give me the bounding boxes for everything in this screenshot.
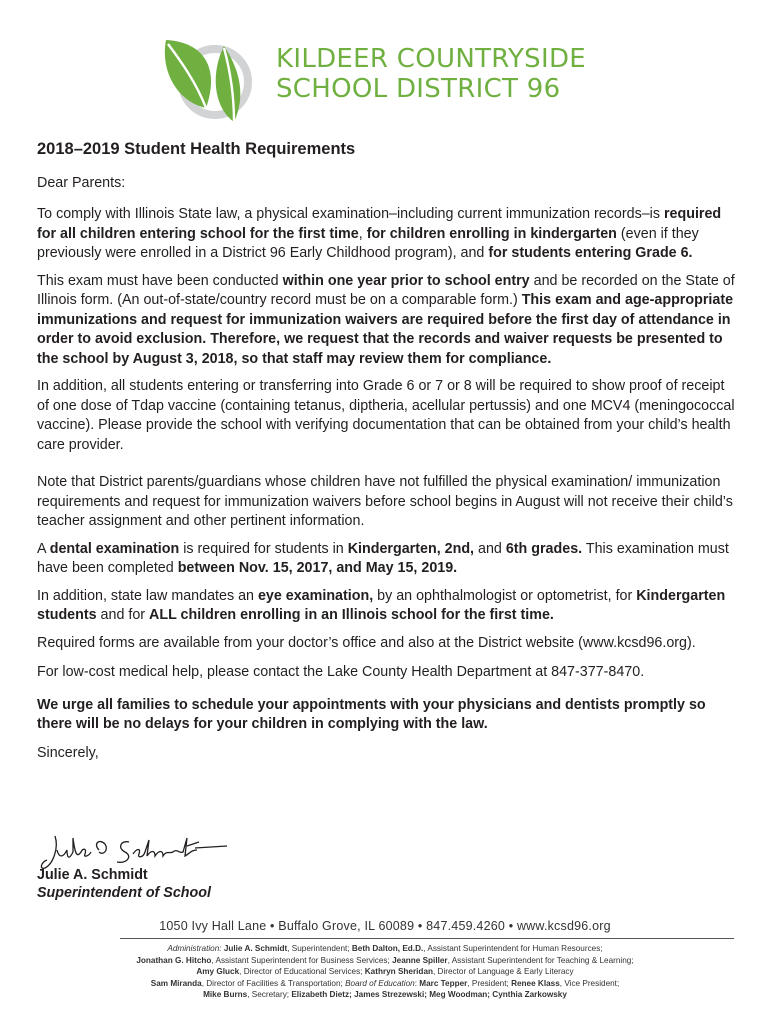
footer-line [100,943,670,955]
salutation: Dear Parents: [37,174,126,191]
staff-name: Kathryn Sheridan [364,967,433,977]
text: by an ophthalmologist or optometrist, for [373,587,637,604]
district-name-line1: KILDEER COUNTRYSIDE [276,44,586,74]
closing: Sincerely, [37,744,99,761]
staff-name: Julie A. Schmidt [223,944,288,953]
footer-staff-list [100,943,670,1001]
staff-name: Jonathan G. Hitcho [136,955,212,965]
emphasis: for students entering Grade 6. [488,245,693,261]
text: This examination must have been completed [37,540,729,576]
label: Board of Education [345,978,415,988]
emphasis: 6th grades. [505,540,583,557]
emphasis: between Nov. 15, 2017, and May 15, 2019. [177,560,458,576]
letterhead [0,0,770,130]
letter-body [37,140,737,771]
emphasis: eye examination, [257,587,374,604]
footer-line [100,989,670,1001]
text: , [358,225,367,242]
staff-name: Jeanne Spiller [392,955,448,965]
paragraph-physical-exam [37,205,737,264]
text: is required for students in [179,540,348,557]
text: In addition, state law mandates an [37,587,258,604]
paragraph-tdap: In addition, all students entering or transferring into Grade 6 or 7 or 8 will be required to show proof of receipt of one dose of Tdap vaccine (containing tetanus, diptheria, acellular pertussis) and one MCV4 (meningococcal vaccine). Please provide the school with verifying documentation that can be obtained from your child’s health care provider. [37,378,735,453]
district-name [276,44,616,104]
text: and [474,540,506,557]
paragraph-forms: Required forms are available from your doctor’s office and also at the District website (www.kcsd96.org). [37,634,696,651]
label: Administration: [167,944,224,953]
staff-name: Sam Miranda [150,978,202,988]
staff-role: , President; [467,978,512,988]
staff-name: Amy Gluck [196,967,240,977]
leaf-logo-icon [160,34,260,126]
emphasis: within one year prior to school entry [282,272,530,289]
paragraph-urge: We urge all families to schedule your appointments with your physicians and dentists promptly so there will be no delays for your children in complying with the law. [37,696,706,732]
text: A [37,540,50,557]
emphasis: required for all children entering school for the first time [37,206,722,242]
emphasis: This exam and age-appropriate immunizations and request for immunization waivers are required before the first day of attendance in order to avoid exclusion. Therefore, we request that the records and waiver requests be presented to the school by August 3, 2018, so that staff may review them for compliance. [37,292,734,367]
emphasis: ALL children enrolling in an Illinois school for the first time. [149,607,554,623]
emphasis: dental examination [49,540,180,557]
staff-role: , Assistant Superintendent for Human Resources; [423,944,603,953]
footer-line [100,955,670,967]
text: and for [96,607,150,623]
staff-name: Beth Dalton, Ed.D. [351,944,424,953]
staff-role: , Director of Educational Services; [239,967,365,977]
text: and be recorded on the State of Illinois form. (An out-of-state/country record must be on a comparable form.) [37,272,735,308]
paragraph-low-cost-help: For low-cost medical help, please contact the Lake County Health Department at 847-377-8470. [37,664,645,680]
emphasis: Kindergarten students [37,587,726,623]
signer-title: Superintendent of School [37,885,211,901]
staff-name: Mike Burns [203,990,248,1000]
text: (even if they previously were enrolled in a District 96 Early Childhood program), and [37,225,699,261]
paragraph-eye-exam [37,587,737,626]
text: : [414,978,420,988]
paragraph-dental [37,540,737,579]
staff-name: Marc Tepper [419,978,468,988]
staff-role: , Assistant Superintendent for Teaching & Learning; [447,955,634,965]
letter-title: 2018–2019 Student Health Requirements [37,140,356,158]
emphasis: Kindergarten, 2nd, [347,540,475,557]
text: This exam must have been conducted [37,272,283,289]
staff-role: , Director of Language & Early Literacy [433,967,574,977]
footer-divider [120,938,734,939]
staff-role: , Superintendent; [287,944,352,953]
text: To comply with Illinois State law, a physical examination–including current immunization records–is [37,206,664,222]
staff-name: Renee Klass [511,978,560,988]
staff-role: , Vice President; [559,978,620,988]
emphasis: for children enrolling in kindergarten [366,225,617,242]
paragraph-exam-timing [37,272,737,370]
paragraph-note: Note that District parents/guardians whose children have not fulfilled the physical examination/ immunization requirements and request for immunization waivers before school begins in August will not receive their child’s teacher assignment and other pertinent information. [37,474,733,529]
footer-line [100,966,670,978]
footer-line [100,978,670,990]
district-address: 1050 Ivy Hall Lane • Buffalo Grove, IL 60089 • 847.459.4260 • www.kcsd96.org [159,919,611,933]
staff-name: Elizabeth Dietz; James Strezewski; Meg Woodman; Cynthia Zarkowsky [291,990,567,1000]
staff-role: , Secretary; [247,990,292,1000]
signer-name: Julie A. Schmidt [37,867,148,883]
staff-role: , Director of Facilities & Transportation; [201,978,346,988]
district-name-line2: SCHOOL DISTRICT 96 [276,74,561,104]
staff-role: , Assistant Superintendent for Business Services; [211,955,393,965]
